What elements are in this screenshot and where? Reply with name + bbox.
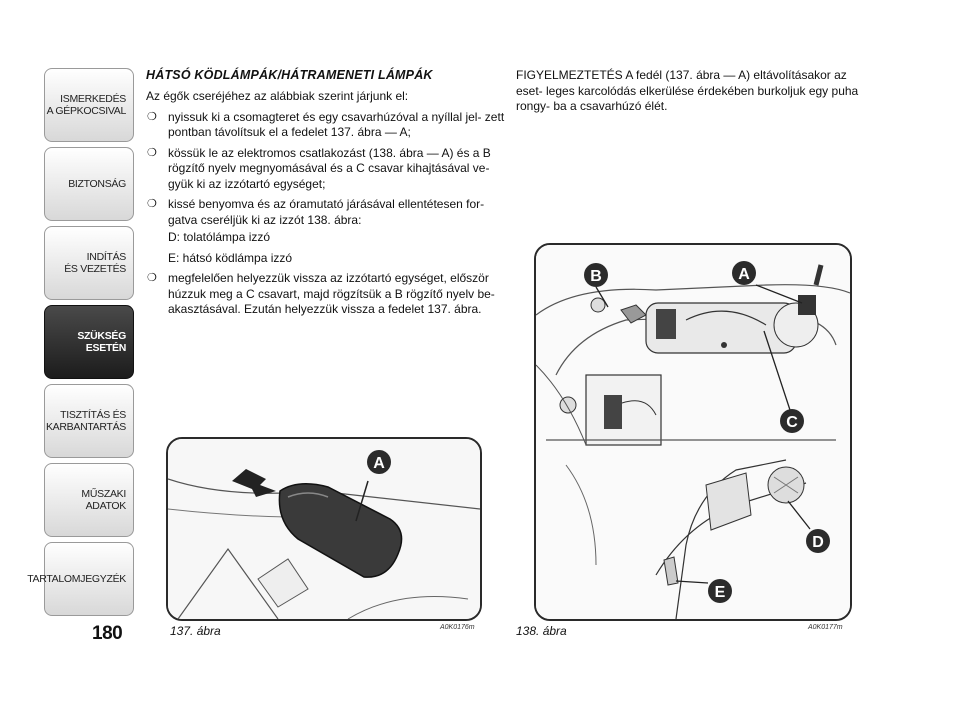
figure-137-code: A0K0176m [440, 624, 475, 631]
tab-ismerkedes[interactable]: ISMERKEDÉS A GÉPKOCSIVAL [44, 68, 134, 142]
figure-138-caption: 138. ábra [516, 624, 567, 638]
bullet-icon: ❍ [147, 110, 157, 123]
figure-138-illustration [536, 245, 850, 619]
bullet-icon: ❍ [147, 198, 157, 210]
label-c: C [786, 414, 798, 431]
bullet-icon: ❍ [147, 146, 157, 159]
step-text: nyissuk ki a csomagteret és egy csavarhúzóval a nyíllal jel- zett pontban távolítsuk el a fedelet 137. ábra — A; [168, 109, 505, 139]
warning-text: FIGYELMEZTETÉS A fedél (137. ábra — A) eltávolításakor az eset- leges karcolódás elkerülése érdekében burkoljuk egy puha rongy- ba a csavarhúzó élét. [516, 68, 859, 113]
step-item [146, 271, 506, 318]
step-item [146, 146, 506, 193]
figure-138 [534, 243, 852, 621]
step-text: kissé benyomva és az óramutató járásával ellentétesen for- gatva cseréljük ki az izzót 138. ábra: [168, 197, 485, 227]
tab-tartalomjegyzek[interactable]: TARTALOMJEGYZÉK [44, 542, 134, 616]
label-b: B [590, 268, 602, 285]
tab-inditas[interactable]: INDÍTÁS ÉS VEZETÉS [44, 226, 134, 300]
tab-muszaki-adatok[interactable]: MŰSZAKI ADATOK [44, 463, 134, 537]
figure-138-code: A0K0177m [808, 624, 843, 631]
bullet-icon: ❍ [147, 272, 157, 284]
label-e: E [714, 584, 726, 601]
section-heading: HÁTSÓ KÖDLÁMPÁK/HÁTRAMENETI LÁMPÁK [146, 68, 433, 82]
figure-137-illustration [168, 439, 480, 619]
tab-tisztitas[interactable]: TISZTÍTÁS ÉS KARBANTARTÁS [44, 384, 134, 458]
tab-szukseg-eseten[interactable]: SZÜKSÉG ESETÉN [44, 305, 134, 379]
step-text: kössük le az elektromos csatlakozást (138. ábra — A) és a B rögzítő nyelv megnyomásával és a C csavar kihajtásával ve- gyük ki az izzótartó egységet; [168, 145, 491, 191]
figure-137 [166, 437, 482, 621]
step-text: megfelelően helyezzük vissza az izzótartó egységet, először húzzuk meg a C csavart, majd rögzítsük a B rögzítő nyelv be- akasztásával. Ezután helyezzük vissza a fedelet 137. ábra. [168, 271, 495, 316]
bulb-e-text: E: hátsó ködlámpa izzó [168, 250, 293, 265]
step-item [146, 110, 506, 141]
intro-text: Az égők cseréjéhez az alábbiak szerint járjunk el: [146, 89, 409, 103]
figure-137-caption: 137. ábra [170, 624, 221, 638]
tab-biztonsag[interactable]: BIZTONSÁG [44, 147, 134, 221]
instructions-column [146, 68, 506, 323]
bulb-d-text: D: tolatólámpa izzó [168, 230, 271, 244]
step-item [146, 197, 506, 228]
label-d: D [812, 534, 824, 551]
label-a: A [373, 455, 385, 472]
page-number: 180 [92, 623, 123, 644]
label-a: A [738, 266, 750, 283]
